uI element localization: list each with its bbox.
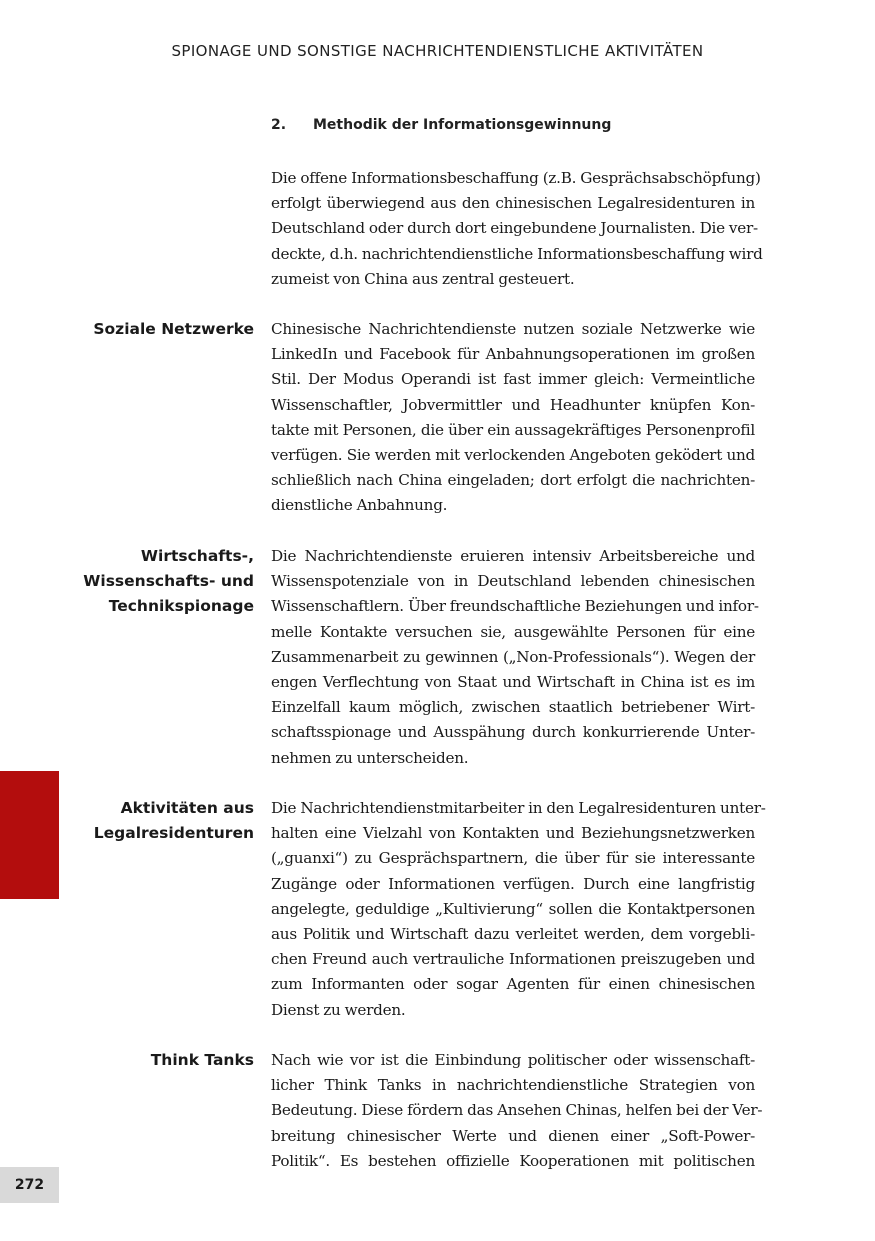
sidenote-line: Legalresidenturen [93, 824, 254, 843]
text-line: takte mit Personen, die über ein aussagekräftiges Personenprofil [271, 420, 755, 439]
text-line: zum Informanten oder sogar Agenten für einen chinesischen [271, 975, 755, 994]
text-line: deckte, d.h. nachrichtendienstliche Informationsbeschaffung wird [271, 244, 763, 263]
sidenote-think-tanks [54, 1048, 254, 1073]
body-paragraph-think-tanks [271, 1048, 763, 1174]
text-line: Die Nachrichtendienste eruieren intensiv Arbeitsbereiche und [271, 547, 755, 565]
body-paragraph-technikspionage [271, 544, 759, 771]
text-line: Einzelfall kaum möglich, zwischen staatlich betriebener Wirt- [271, 698, 755, 717]
text-line: Wissenspotenziale von in Deutschland lebenden chinesischen [271, 572, 755, 591]
text-line: engen Verflechtung von Staat und Wirtschaft in China ist es im [271, 673, 755, 692]
text-line: verfügen. Sie werden mit verlockenden Angeboten geködert und [271, 446, 755, 465]
sidenote-technikspionage [54, 544, 254, 620]
sidenote-line: Think Tanks [150, 1051, 254, 1069]
text-line: nehmen zu unterscheiden. [271, 748, 469, 767]
text-line: („guanxi“) zu Gesprächspartnern, die über für sie interessante [271, 849, 755, 868]
text-line: Nach wie vor ist die Einbindung politischer oder wissenschaft- [271, 1051, 755, 1069]
text-line: Die Nachrichtendienstmitarbeiter in den Legalresidenturen unter- [271, 799, 766, 817]
text-line: Zusammenarbeit zu gewinnen („Non-Professionals“). Wegen der [271, 647, 755, 666]
text-line: Zugänge oder Informationen verfügen. Durch eine langfristig [271, 874, 755, 893]
section-title: Methodik der Informationsgewinnung [313, 117, 612, 133]
text-line: breitung chinesischer Werte und dienen einer „Soft-Power- [271, 1126, 755, 1145]
text-line: Chinesische Nachrichtendienste nutzen soziale Netzwerke wie [271, 320, 755, 338]
section-number: 2. [271, 117, 287, 133]
sidenote-legalresidenturen [54, 796, 254, 846]
text-line: dienstliche Anbahnung. [271, 496, 448, 515]
text-line: chen Freund auch vertrauliche Informationen preiszugeben und [271, 950, 755, 969]
chapter-tab-marker [0, 771, 59, 899]
sidenote-line: Technikspionage [108, 597, 254, 616]
text-line: Dienst zu werden. [271, 1000, 406, 1019]
text-line: Wissenschaftler, Jobvermittler und Headhunter knüpfen Kon- [271, 395, 755, 414]
text-line: angelegte, geduldige „Kultivierung“ sollen die Kontaktpersonen [271, 899, 755, 918]
sidenote-line: Soziale Netzwerke [93, 320, 254, 338]
body-paragraph-intro [271, 166, 763, 292]
body-paragraph-soziale-netzwerke [271, 317, 755, 519]
text-line: schaftsspionage und Ausspähung durch konkurrierende Unter- [271, 723, 755, 742]
page-number: 272 [0, 1167, 59, 1203]
text-line: erfolgt überwiegend aus den chinesischen Legalresidenturen in [271, 194, 755, 213]
text-line: Die offene Informationsbeschaffung (z.B. Gesprächsabschöpfung) [271, 169, 761, 187]
text-line: Bedeutung. Diese fördern das Ansehen Chinas, helfen bei der Ver- [271, 1101, 763, 1120]
text-line: Politik“. Es bestehen offizielle Kooperationen mit politischen [271, 1151, 755, 1170]
sidenote-line: Aktivitäten aus [120, 799, 254, 817]
text-line: melle Kontakte versuchen sie, ausgewählte Personen für eine [271, 622, 755, 641]
text-line: halten eine Vielzahl von Kontakten und Beziehungsnetzwerken [271, 824, 755, 843]
text-line: aus Politik und Wirtschaft dazu verleitet werden, dem vorgebli- [271, 925, 755, 944]
sidenote-line: Wissenschafts- und [83, 572, 254, 591]
text-line: Stil. Der Modus Operandi ist fast immer gleich: Vermeintliche [271, 370, 755, 389]
text-line: licher Think Tanks in nachrichtendienstliche Strategien von [271, 1076, 755, 1095]
text-line: LinkedIn und Facebook für Anbahnungsoperationen im großen [271, 345, 755, 364]
sidenote-line: Wirtschafts-, [140, 547, 254, 565]
running-header: SPIONAGE UND SONSTIGE NACHRICHTENDIENSTLICHE AKTIVITÄTEN [171, 42, 704, 60]
text-line: zumeist von China aus zentral gesteuert. [271, 269, 575, 288]
sidenote-soziale-netzwerke [54, 317, 254, 342]
body-paragraph-legalresidenturen [271, 796, 766, 1023]
section-heading [271, 117, 611, 133]
text-line: Wissenschaftlern. Über freundschaftliche Beziehungen und infor- [271, 597, 759, 616]
text-line: schließlich nach China eingeladen; dort erfolgt die nachrichten- [271, 471, 755, 490]
text-line: Deutschland oder durch dort eingebundene Journalisten. Die ver- [271, 219, 758, 238]
